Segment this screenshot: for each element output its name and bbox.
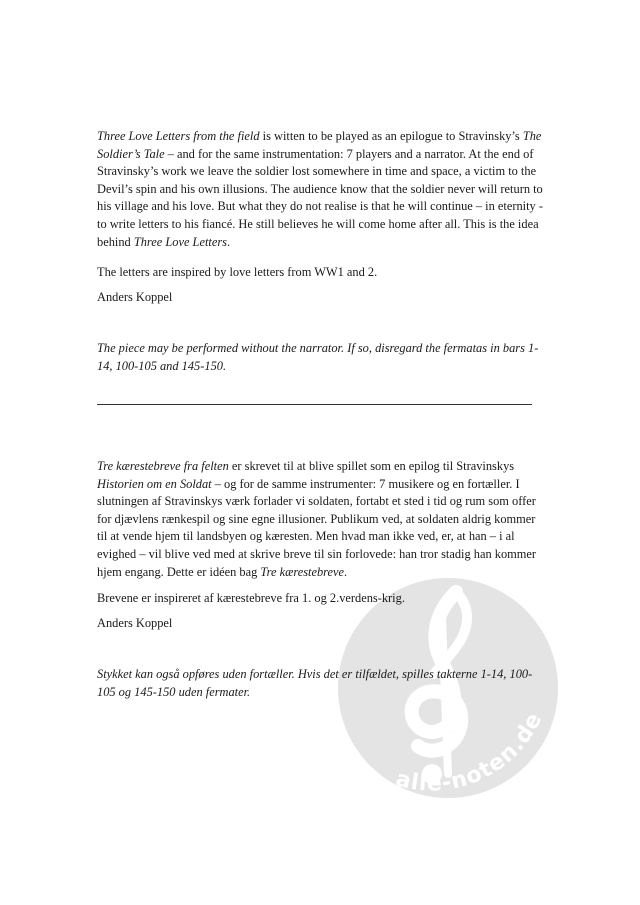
english-note-text: The piece may be performed without the narrator. If so, disregard the fermatas in bars 1-14, 100-105 and 145-150.	[97, 341, 539, 373]
danish-inspired-text: Brevene er inspireret af kærestebreve fra 1. og 2.verdens-krig.	[97, 591, 405, 605]
english-work-title: The Soldier’s Tale	[97, 129, 542, 161]
danish-work-title: Historien om en Soldat	[97, 476, 212, 491]
danish-signature-text: Anders Koppel	[97, 616, 173, 630]
english-title: Three Love Letters from the field	[97, 129, 260, 143]
english-intro-paragraph	[97, 128, 545, 251]
danish-title-end: Tre kærestebreve	[260, 564, 345, 579]
danish-intro-paragraph	[97, 458, 545, 581]
english-performance-note	[97, 340, 545, 375]
danish-text-part-2: – og for de samme instrumenter: 7 musikere og en fortæller. I slutningen af Stravinskys værk forlader vi soldaten, fortabt et sted i tid og rum som offer for djævlens rænkespil og sine egne illusioner. Publikum ved, at soldaten aldrig kommer til at vende hjem til landsbyen og kæresten. Men hvad man ikke ved, er, at han – i al evighed – vil blive ved med at skrive breve til sin forlovede: han tror stadig han kommer hjem engang. Dette er idéen bag	[97, 476, 537, 579]
english-signature	[97, 289, 545, 307]
danish-signature	[97, 615, 545, 633]
english-text-part-1: is witten to be played as an epilogue to Stravinsky’s	[259, 129, 523, 143]
danish-text-part-1: er skrevet til at blive spillet som en epilog til Stravinskys	[228, 459, 515, 473]
watermark-text: alle-noten.de	[393, 708, 548, 797]
danish-performance-note	[97, 666, 545, 701]
english-inspired-text: The letters are inspired by love letters from WW1 and 2.	[97, 265, 378, 279]
danish-text-end: .	[344, 564, 348, 579]
english-inspired-line	[97, 264, 545, 282]
danish-note-text: Stykket kan også opføres uden fortæller. Hvis det er tilfældet, spilles takterne 1-14, 100-105 og 145-150 uden fermater.	[97, 667, 533, 699]
english-text-part-2: – and for the same instrumentation: 7 players and a narrator. At the end of Stravinsky’s work we leave the soldier lost somewhere in time and space, a victim to the Devil’s spin and his own illusions. The audience know that the soldier never will return to his village and his love. But what they do not realise is that he will continue – in eternity - to write letters to his fiancé. He still believes he will come home after all. This is the idea behind	[97, 146, 543, 249]
english-text-end: .	[226, 234, 231, 249]
english-signature-text: Anders Koppel	[97, 290, 173, 304]
danish-inspired-line	[97, 590, 545, 608]
section-divider	[97, 404, 532, 405]
danish-title: Tre kærestebreve fra felten	[97, 459, 229, 473]
english-title-end: Three Love Letters	[133, 234, 227, 249]
